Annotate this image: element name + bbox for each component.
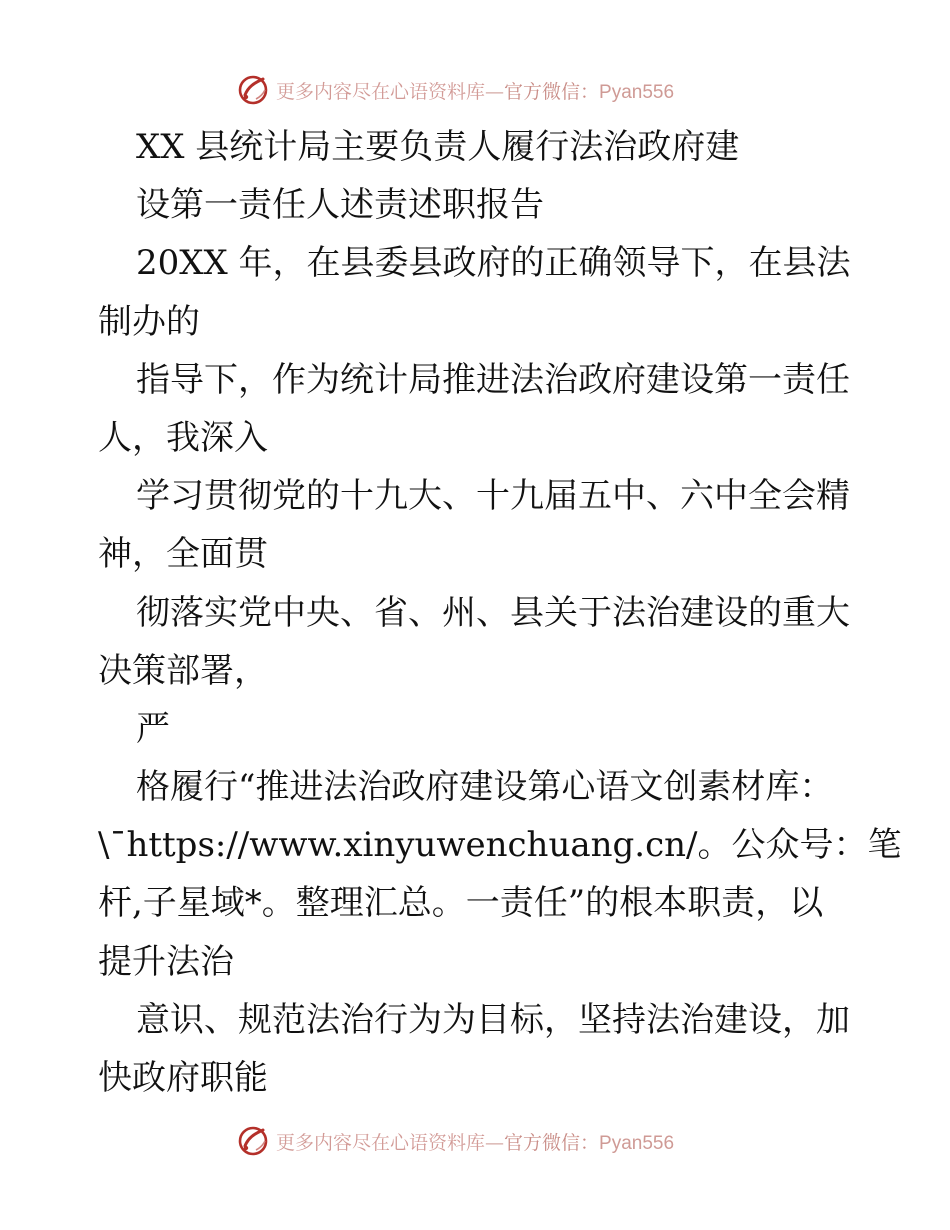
- paragraph-line: 格履行“推进法治政府建设第心语文创素材库：: [136, 767, 834, 808]
- paragraph-line: \¯https://www.xinyuwenchuang.cn/。公众号：笔: [98, 825, 902, 866]
- banner-text: [276, 77, 674, 104]
- banner-main-text: 更多内容尽在心语资料库: [276, 1131, 486, 1154]
- xinyu-logo-icon: [236, 73, 270, 107]
- footer-banner: [236, 1123, 674, 1159]
- header-banner: [236, 72, 674, 108]
- banner-text: [276, 1128, 674, 1155]
- title-line-1: XX 县统计局主要负责人履行法治政府建: [136, 127, 740, 167]
- xinyu-logo-icon: [236, 1124, 270, 1158]
- paragraph-line: 神，全面贯: [98, 534, 268, 575]
- banner-wechat-id: Pyan556: [599, 1132, 675, 1154]
- paragraph-line: 严: [136, 708, 170, 749]
- banner-dash: —: [485, 1131, 505, 1154]
- paragraph-line: 彻落实党中央、省、州、县关于法治建设的重大: [136, 592, 850, 633]
- paragraph-line: 提升法治: [98, 941, 234, 982]
- paragraph-line: 制办的: [98, 301, 200, 342]
- banner-wechat-label: 官方微信：: [504, 80, 600, 103]
- banner-dash: —: [485, 80, 505, 103]
- paragraph-line: 20XX 年，在县委县政府的正确领导下，在县法: [136, 243, 851, 284]
- banner-wechat-id: Pyan556: [599, 81, 675, 103]
- paragraph-line: 人，我深入: [98, 417, 268, 458]
- document-body: [98, 118, 902, 1107]
- paragraph-line: 指导下，作为统计局推进法治政府建设第一责任: [136, 359, 850, 400]
- title-line-2: 设第一责任人述责述职报告: [136, 185, 544, 226]
- banner-wechat-label: 官方微信：: [504, 1131, 600, 1154]
- paragraph-line: 杆,子星域*。整理汇总。一责任”的根本职责，以: [98, 883, 824, 924]
- paragraph-line: 意识、规范法治行为为目标，坚持法治建设，加: [136, 999, 850, 1040]
- banner-main-text: 更多内容尽在心语资料库: [276, 80, 486, 103]
- paragraph-line: 决策部署，: [98, 650, 268, 691]
- paragraph-line: 快政府职能: [98, 1058, 268, 1098]
- paragraph-line: 学习贯彻党的十九大、十九届五中、六中全会精: [136, 476, 850, 517]
